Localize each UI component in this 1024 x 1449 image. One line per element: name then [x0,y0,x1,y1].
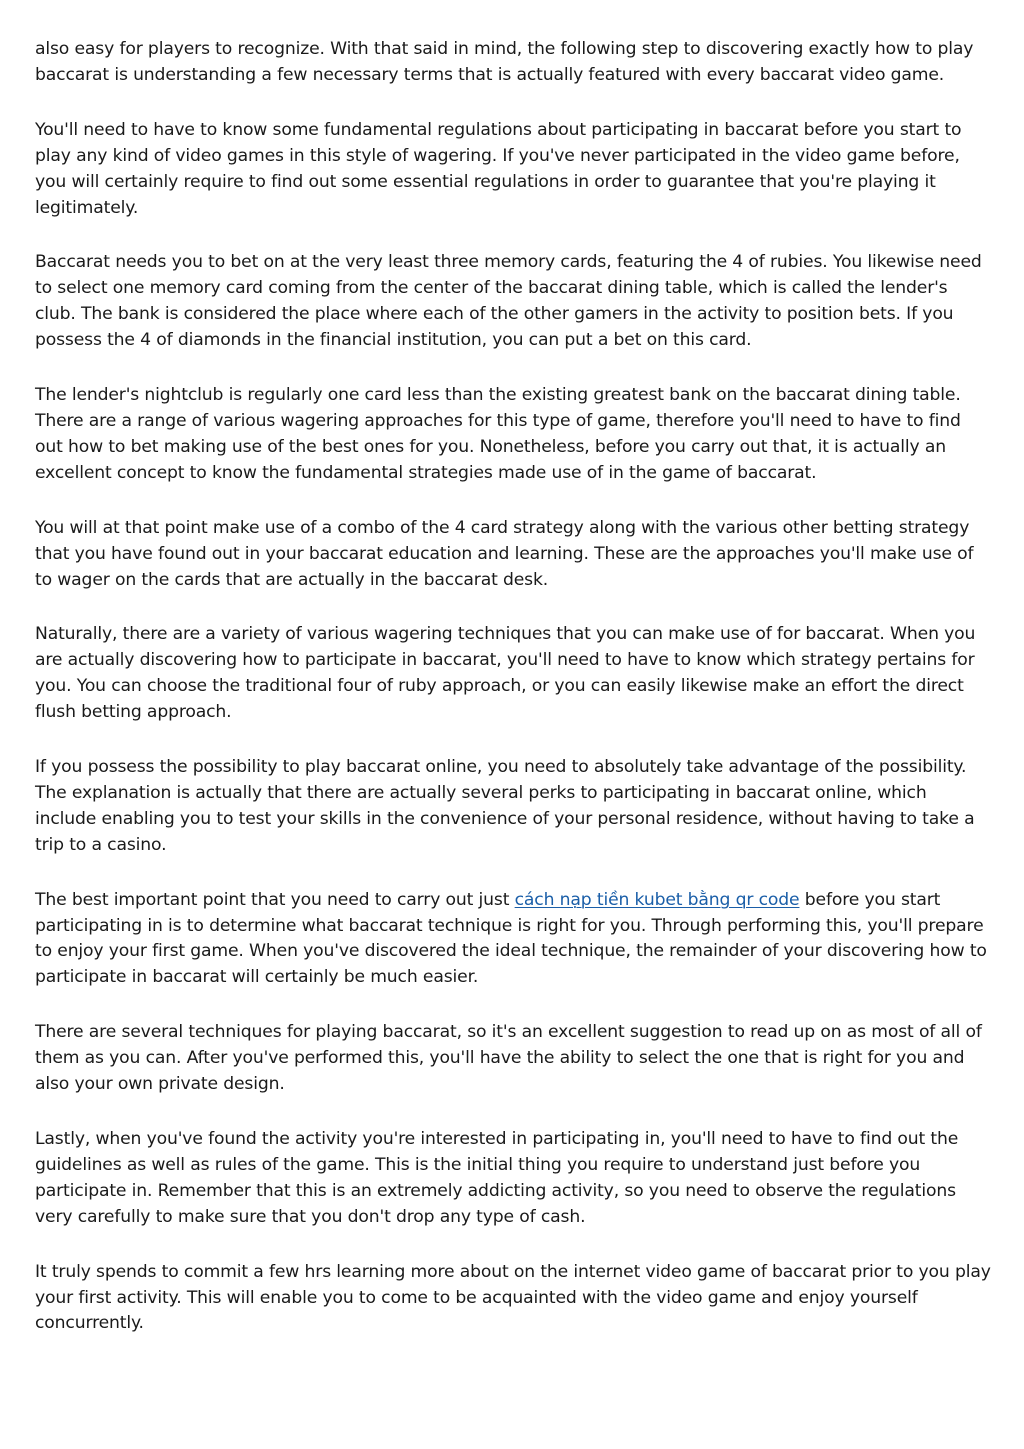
kubet-qr-link[interactable]: cách nạp tiền kubet bằng qr code [514,889,800,910]
paragraph-8 [35,888,993,992]
paragraph-7: If you possess the possibility to play baccarat online, you need to absolutely take advantage of the possibility. The explanation is actually that there are actually several perks to participating in baccarat online, which include enabling you to test your skills in the convenience of your personal residence, without having to take a trip to a casino. [35,757,975,855]
paragraph-4: The lender's nightclub is regularly one card less than the existing greatest bank on the baccarat dining table. There are a range of various wagering approaches for this type of game, therefore you'll need to have to find out how to bet making use of the best ones for you. Nonetheless, before you carry out that, it is actually an excellent concept to know the fundamental strategies made use of in the game of baccarat. [35,385,961,483]
paragraph-6: Naturally, there are a variety of various wagering techniques that you can make use of for baccarat. When you are actually discovering how to participate in baccarat, you'll need to have to know which strategy pertains for you. You can choose the traditional four of ruby approach, or you can easily likewise make an effort the direct flush betting approach. [35,624,976,723]
paragraph-10: Lastly, when you've found the activity you're interested in participating in, you'll need to have to find out the guidelines as well as rules of the game. This is the initial thing you require to understand just before you participate in. Remember that this is an extremely addicting activity, so you need to observe the regulations very carefully to make sure that you don't drop any type of cash. [35,1129,959,1227]
paragraph-11: It truly spends to commit a few hrs learning more about on the internet video game of baccarat prior to you play your first activity. This will enable you to come to be acquainted with the video game and enjoy yourself concurrently. [35,1261,991,1334]
paragraph-5: You will at that point make use of a combo of the 4 card strategy along with the various other betting strategy that you have found out in your baccarat education and learning. These are the approaches you'll make use of to wager on the cards that are actually in the baccarat desk. [35,517,974,590]
paragraph-1: also easy for players to recognize. With that said in mind, the following step to discovering exactly how to play baccarat is understanding a few necessary terms that is actually featured with every baccarat video game. [35,39,974,85]
paragraph-3: Baccarat needs you to bet on at the very least three memory cards, featuring the 4 of rubies. You likewise need to select one memory card coming from the center of the baccarat dining table, which is called the lender's club. The bank is considered the place where each of the other gamers in the activity to position bets. If you possess the 4 of diamonds in the financial institution, you can put a bet on this card. [35,252,982,351]
paragraph-8-before-link: The best important point that you need to carry out just [35,889,515,910]
paragraph-2: You'll need to have to know some fundamental regulations about participating in baccarat before you start to play any kind of video games in this style of wagering. If you've never participated in the video game before, you will certainly require to find out some essential regulations in order to guarantee that you're playing it legitimately. [35,119,962,218]
paragraph-8-after-link: before you start participating in is to determine what baccarat technique is right for you. Through performing this, you'll prepare to enjoy your first game. When you've discovered the ideal technique, the remainder of your discovering how to participate in baccarat will certainly be much easier. [35,889,987,988]
document-body [35,37,993,1366]
paragraph-9: There are several techniques for playing baccarat, so it's an excellent suggestion to read up on as most of all of them as you can. After you've performed this, you'll have the ability to select the one that is right for you and also your own private design. [35,1022,982,1095]
